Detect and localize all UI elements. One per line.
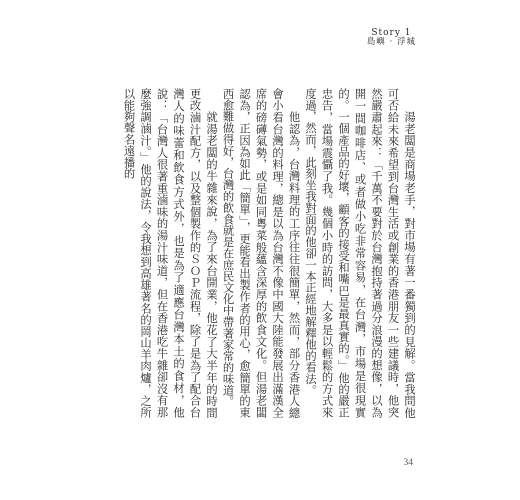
paragraph: 就湯老闆的牛雜來說，為了來台開業，他花了大半年的時間更改滷汁配方，以及整個製作的ＳＯＰ流程，除了是為了配合台灣人的味蕾和飲食方式外，也是為了適應台灣本土的食材，他說：「台灣人很著重滷味的湯汁味道，但在香港吃牛雜卻沒有那麼強調滷汁。」他的說法，令我想到高雄著名的岡山羊肉爐，之所以能夠聲名遠播的 xyxy=(122,88,218,418)
story-label: Story 1 xyxy=(371,28,412,38)
chapter-subtitle: 島嶼 · 浮城 xyxy=(366,37,416,48)
page-number: 34 xyxy=(403,458,413,468)
running-header xyxy=(367,28,416,48)
paragraph: 他認為，台灣料理的工序往往很簡單，然而，部分香港人總會小看台灣的料理，總是以為台灣不像中國大陸能發展出滿漢全席的磅礡氣勢，或是如同粵菜般蘊含深厚的飲食文化。但湯老闆認為，正因為如此「簡單」，更能看出製作者的用心，愈簡單的東西愈難做得好，台灣的飲食就是在庶民文化中帶著家常的味道。 xyxy=(221,88,301,418)
body-text xyxy=(101,88,417,418)
paragraph: 湯老闆是商場老手，對市場有著一番獨到的見解。當我問他可否給未來希望到台灣生活或創業的香港朋友一些建議時，他突然嚴肅起來：「千萬不要對於台灣抱持著過分浪漫的想像，以為開一間咖啡店、或者做小吃非常容易，在台灣，市場是很現實的。一個產品的好壞，顧客的接受和嘴巴是最真實的。」他的嚴正忠告，當場震懾了我。幾個小時的訪問，大多是以輕鬆的方式來度過，然而，此刻坐我對面的他卻一本正經地解釋他的看法。 xyxy=(304,88,416,418)
